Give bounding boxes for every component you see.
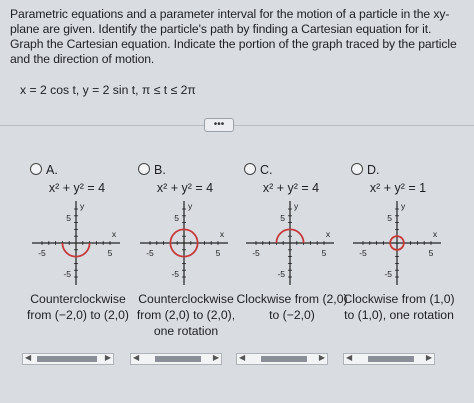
option-label[interactable] [138,163,166,179]
y-axis-label: y [401,201,406,211]
graph-scrollbar[interactable] [22,353,114,365]
scroll-thumb[interactable] [261,356,307,362]
option-label[interactable] [351,163,380,179]
parametric-equation: x = 2 cos t, y = 2 sin t, π ≤ t ≤ 2π [20,83,196,97]
option-label[interactable] [30,163,58,179]
x-tick-label: -5 [359,248,367,258]
option-graph [244,197,336,287]
scroll-right-icon[interactable]: ▶ [104,353,111,362]
divider [0,125,474,126]
answer-option-a[interactable] [22,163,132,403]
option-description: Counterclockwise from (−2,0) to (2,0) [27,292,129,322]
option-description: Clockwise from (2,0) to (−2,0) [236,292,348,322]
radio-button[interactable] [244,163,256,175]
scroll-left-icon[interactable]: ◀ [346,353,353,362]
option-equation: x² + y² = 4 [48,181,106,195]
scroll-thumb[interactable] [37,356,97,362]
scroll-thumb[interactable] [368,356,414,362]
x-tick-label: -5 [146,248,154,258]
y-tick-label: 5 [387,213,392,223]
x-tick-label: 5 [215,248,221,258]
option-graph [351,197,443,287]
scroll-right-icon[interactable]: ▶ [212,353,219,362]
radio-button[interactable] [138,163,150,175]
scroll-left-icon[interactable]: ◀ [239,353,246,362]
option-label[interactable] [244,163,273,179]
scroll-right-icon[interactable]: ▶ [318,353,325,362]
x-axis-label: x [432,229,438,239]
scroll-left-icon[interactable]: ◀ [25,353,32,362]
answer-option-b[interactable] [130,163,240,403]
radio-button[interactable] [30,163,42,175]
scroll-right-icon[interactable]: ▶ [425,353,432,362]
more-button[interactable]: ••• [204,118,234,132]
y-tick-label: -5 [277,269,285,279]
option-letter: A. [46,163,58,177]
y-tick-label: -5 [384,269,392,279]
y-tick-label: 5 [280,213,285,223]
option-letter: C. [260,163,273,177]
y-axis-label: y [294,201,299,211]
answer-option-d[interactable] [343,163,453,403]
option-equation: x² + y² = 4 [262,181,320,195]
x-tick-label: -5 [252,248,260,258]
x-tick-label: 5 [321,248,327,258]
graph-scrollbar[interactable] [236,353,328,365]
option-graph [30,197,122,287]
y-tick-label: -5 [171,269,179,279]
option-description: Clockwise from (1,0) to (1,0), one rotation [343,292,455,322]
radio-button[interactable] [351,163,363,175]
x-axis-label: x [111,229,117,239]
option-letter: B. [154,163,166,177]
scroll-thumb[interactable] [155,356,201,362]
scroll-left-icon[interactable]: ◀ [133,353,140,362]
x-axis-label: x [219,229,225,239]
option-graph [138,197,230,287]
option-letter: D. [367,163,380,177]
answer-option-c[interactable] [236,163,346,403]
x-tick-label: -5 [38,248,46,258]
y-axis-label: y [188,201,193,211]
graph-scrollbar[interactable] [130,353,222,365]
option-equation: x² + y² = 4 [156,181,214,195]
y-tick-label: 5 [66,213,71,223]
x-tick-label: 5 [428,248,434,258]
x-axis-label: x [325,229,331,239]
option-description: Counterclockwise from (2,0) to (2,0), one rotation [136,292,236,338]
option-equation: x² + y² = 1 [369,181,427,195]
x-tick-label: 5 [107,248,113,258]
question-text: Parametric equations and a parameter interval for the motion of a particle in the xy-plane are given. Identify the particle's path by finding a Cartesian equation for it. Graph the Cartesian equation. Indicate the portion of the graph traced by the particle and the direction of motion. [10,7,457,66]
graph-scrollbar[interactable] [343,353,435,365]
y-tick-label: 5 [174,213,179,223]
y-tick-label: -5 [63,269,71,279]
y-axis-label: y [80,201,85,211]
